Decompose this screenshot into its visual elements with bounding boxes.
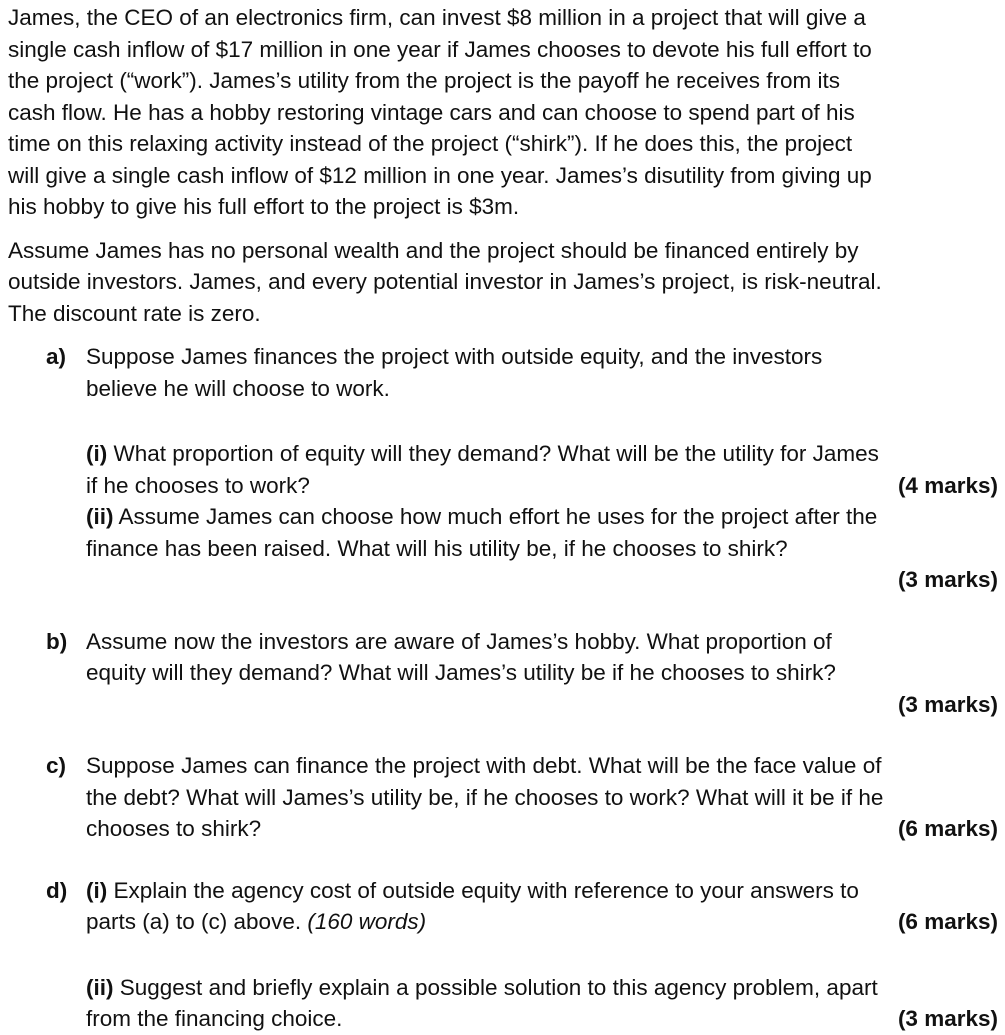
question-text: the debt? What will James’s utility be, if he chooses to work? What will it be if he <box>86 784 884 810</box>
question-a <box>8 341 998 596</box>
subquestion-text: parts (a) to (c) above. <box>86 909 308 934</box>
subquestion-text: Explain the agency cost of outside equity with reference to your answers to <box>107 877 859 903</box>
question-list <box>8 341 998 1035</box>
marks-label: (3 marks) <box>897 1006 998 1031</box>
marks-label: (6 marks) <box>897 909 998 934</box>
intro-line: cash flow. He has a hobby restoring vintage cars and can choose to spend part of his <box>8 99 855 125</box>
subquestion-d-ii <box>86 972 998 1035</box>
subquestion-a-ii <box>86 501 998 596</box>
question-letter: a) <box>46 344 67 369</box>
question-letter: b) <box>46 628 68 654</box>
question-letter: c) <box>46 753 67 778</box>
intro-line: time on this relaxing activity instead of the project (“shirk”). If he does this, the project <box>8 131 853 156</box>
subquestion-label: (ii) <box>86 974 114 1000</box>
intro-paragraph-2 <box>8 235 998 330</box>
question-c <box>8 750 998 845</box>
intro-line: outside investors. James, and every potential investor in James’s project, is risk-neutral. <box>8 269 882 294</box>
marks-label: (3 marks) <box>897 691 998 717</box>
subquestion-text: if he chooses to work? <box>86 472 310 498</box>
question-letter: d) <box>46 877 68 903</box>
subquestion-text: from the financing choice. <box>86 1006 343 1031</box>
intro-paragraph-1 <box>8 2 998 223</box>
subquestion-text: Suggest and briefly explain a possible solution to this agency problem, apart <box>113 974 878 1000</box>
question-text: chooses to shirk? <box>86 816 262 841</box>
intro-line: the project (“work”). James’s utility from the project is the payoff he receives from its <box>8 68 840 93</box>
subquestion-a-i <box>86 438 998 501</box>
question-text: Assume now the investors are aware of James’s hobby. What proportion of <box>86 628 832 654</box>
intro-line: his hobby to give his full effort to the project is $3m. <box>8 194 520 219</box>
subquestion-text: Assume James can choose how much effort he uses for the project after the <box>113 504 878 529</box>
subquestion-label: (i) <box>86 441 108 466</box>
subquestion-label: (i) <box>86 877 108 903</box>
subquestion-text: What proportion of equity will they demand? What will be the utility for James <box>107 441 879 466</box>
intro-line: single cash inflow of $17 million in one year if James chooses to devote his full effort to <box>8 36 872 62</box>
intro-line: Assume James has no personal wealth and the project should be financed entirely by <box>8 237 859 263</box>
intro-line: The discount rate is zero. <box>8 300 261 326</box>
word-limit: (160 words) <box>307 909 427 934</box>
subquestion-text: finance has been raised. What will his utility be, if he chooses to shirk? <box>86 535 788 561</box>
marks-label: (3 marks) <box>897 567 998 592</box>
marks-label: (6 marks) <box>897 816 998 841</box>
question-d <box>8 875 998 1035</box>
question-page <box>8 2 998 1035</box>
question-text: believe he will choose to work. <box>86 375 390 401</box>
subquestion-label: (ii) <box>86 504 114 529</box>
subquestion-d-i <box>86 875 998 938</box>
question-b <box>8 626 998 721</box>
intro-line: will give a single cash inflow of $12 million in one year. James’s disutility from giving up <box>8 162 872 188</box>
marks-label: (4 marks) <box>897 472 998 498</box>
question-text: Suppose James finances the project with outside equity, and the investors <box>86 344 823 369</box>
intro-line: James, the CEO of an electronics firm, can invest $8 million in a project that will give a <box>8 5 866 30</box>
question-text: equity will they demand? What will James’s utility be if he chooses to shirk? <box>86 660 836 685</box>
question-text: Suppose James can finance the project with debt. What will be the face value of <box>86 753 882 778</box>
